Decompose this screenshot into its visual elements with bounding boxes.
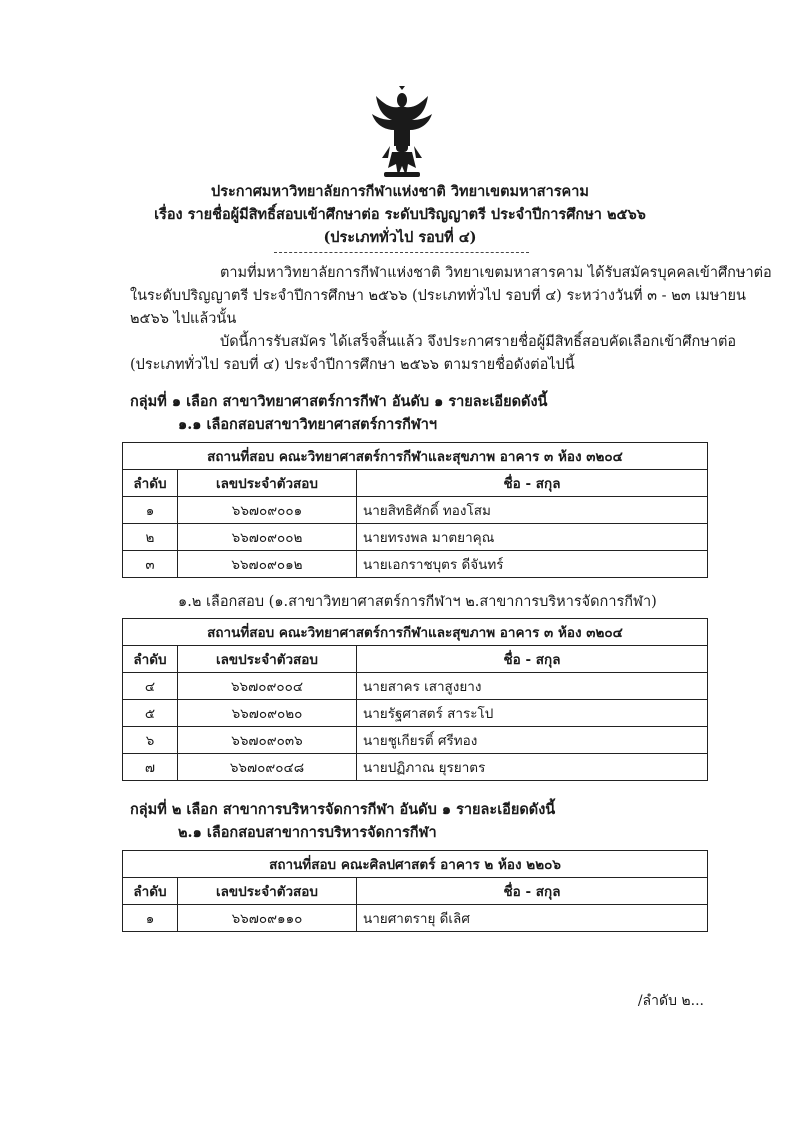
col-name-header: ชื่อ - สกุล	[357, 470, 708, 497]
col-id-header: เลขประจำตัวสอบ	[178, 646, 357, 673]
row-no: ๑	[123, 497, 178, 524]
row-id: ๖๖๗๐๙๐๐๔	[178, 673, 357, 700]
group-2-1-title: ๒.๑ เลือกสอบสาขาการบริหารจัดการกีฬา	[178, 824, 437, 841]
row-no: ๖	[123, 727, 178, 754]
page-continuation: /ลำดับ ๒...	[637, 993, 704, 1009]
table-header-row	[123, 646, 708, 673]
table-row	[123, 754, 708, 781]
paragraph-2-line-2: (ประเภททั่วไป รอบที่ ๔) ประจำปีการศึกษา ๒๕๖๖ ตามรายชื่อดังต่อไปนี้	[130, 357, 575, 373]
header-divider	[274, 252, 529, 253]
row-name: นายสิทธิศักดิ์ ทองโสม	[357, 497, 708, 524]
paragraph-1-line-3: ๒๕๖๖ ไปแล้วนั้น	[130, 311, 237, 327]
announcement-title: ประกาศมหาวิทยาลัยการกีฬาแห่งชาติ วิทยาเขตมหาสารคาม	[211, 183, 589, 200]
row-id: ๖๖๗๐๙๐๒๐	[178, 700, 357, 727]
table-header-row	[123, 470, 708, 497]
table-row	[123, 727, 708, 754]
row-no: ๕	[123, 700, 178, 727]
group-2-title: กลุ่มที่ ๒ เลือก สาขาการบริหารจัดการกีฬา อันดับ ๑ รายละเอียดดังนี้	[130, 801, 556, 818]
table-header-row	[123, 878, 708, 905]
col-no-header: ลำดับ	[123, 470, 178, 497]
col-id-header: เลขประจำตัวสอบ	[178, 878, 357, 905]
table-row	[123, 497, 708, 524]
row-no: ๒	[123, 524, 178, 551]
table-venue-row	[123, 619, 708, 646]
row-id: ๖๖๗๐๙๐๑๒	[178, 551, 357, 578]
col-name-header: ชื่อ - สกุล	[357, 878, 708, 905]
row-name: นายรัฐศาสตร์ สาระโป	[357, 700, 708, 727]
col-id-header: เลขประจำตัวสอบ	[178, 470, 357, 497]
table-venue-row	[123, 851, 708, 878]
announcement-subject: เรื่อง รายชื่อผู้มีสิทธิ์สอบเข้าศึกษาต่อ ระดับปริญญาตรี ประจำปีการศึกษา ๒๕๖๖	[154, 206, 646, 223]
exam-table-1-2	[122, 618, 708, 781]
exam-table-1-1	[122, 442, 708, 578]
row-id: ๖๖๗๐๙๐๔๘	[178, 754, 357, 781]
table-row	[123, 905, 708, 932]
col-no-header: ลำดับ	[123, 646, 178, 673]
table-row	[123, 673, 708, 700]
row-no: ๑	[123, 905, 178, 932]
table-row	[123, 551, 708, 578]
garuda-emblem-icon	[370, 86, 434, 182]
paragraph-2-line-1: บัดนี้การรับสมัคร ได้เสร็จสิ้นแล้ว จึงประกาศรายชื่อผู้มีสิทธิ์สอบคัดเลือกเข้าศึกษาต่อ	[220, 334, 737, 350]
row-name: นายชูเกียรติ์ ศรีทอง	[357, 727, 708, 754]
col-no-header: ลำดับ	[123, 878, 178, 905]
venue-cell: สถานที่สอบ คณะศิลปศาสตร์ อาคาร ๒ ห้อง ๒๒๐๖	[123, 851, 708, 878]
group-1-title: กลุ่มที่ ๑ เลือก สาขาวิทยาศาสตร์การกีฬา อันดับ ๑ รายละเอียดดังนี้	[130, 393, 548, 410]
paragraph-1-line-1: ตามที่มหาวิทยาลัยการกีฬาแห่งชาติ วิทยาเขตมหาสารคาม ได้รับสมัครบุคคลเข้าศึกษาต่อ	[220, 265, 772, 281]
exam-table-2-1	[122, 850, 708, 932]
row-id: ๖๖๗๐๙๑๑๐	[178, 905, 357, 932]
row-name: นายศาตรายุ ดีเลิศ	[357, 905, 708, 932]
table-row	[123, 700, 708, 727]
venue-cell: สถานที่สอบ คณะวิทยาศาสตร์การกีฬาและสุขภาพ อาคาร ๓ ห้อง ๓๒๐๔	[123, 619, 708, 646]
group-1-2-title: ๑.๒ เลือกสอบ (๑.สาขาวิทยาศาสตร์การกีฬาฯ ๒.สาขาการบริหารจัดการกีฬา)	[178, 594, 657, 610]
venue-cell: สถานที่สอบ คณะวิทยาศาสตร์การกีฬาและสุขภาพ อาคาร ๓ ห้อง ๓๒๐๔	[123, 443, 708, 470]
row-name: นายสาคร เสาสูงยาง	[357, 673, 708, 700]
row-no: ๔	[123, 673, 178, 700]
col-name-header: ชื่อ - สกุล	[357, 646, 708, 673]
group-1-1-title: ๑.๑ เลือกสอบสาขาวิทยาศาสตร์การกีฬาฯ	[178, 416, 438, 433]
table-row	[123, 524, 708, 551]
row-id: ๖๖๗๐๙๐๐๒	[178, 524, 357, 551]
row-no: ๓	[123, 551, 178, 578]
row-name: นายปฏิภาณ ยุรยาตร	[357, 754, 708, 781]
row-no: ๗	[123, 754, 178, 781]
row-name: นายทรงพล มาตยาคุณ	[357, 524, 708, 551]
row-id: ๖๖๗๐๙๐๓๖	[178, 727, 357, 754]
table-venue-row	[123, 443, 708, 470]
row-id: ๖๖๗๐๙๐๐๑	[178, 497, 357, 524]
row-name: นายเอกราชบุตร ดีจันทร์	[357, 551, 708, 578]
paragraph-1-line-2: ในระดับปริญญาตรี ประจำปีการศึกษา ๒๕๖๖ (ประเภททั่วไป รอบที่ ๔) ระหว่างวันที่ ๓ - ๒๓ เมษายน	[130, 288, 746, 304]
announcement-type: (ประเภททั่วไป รอบที่ ๔)	[323, 229, 477, 246]
